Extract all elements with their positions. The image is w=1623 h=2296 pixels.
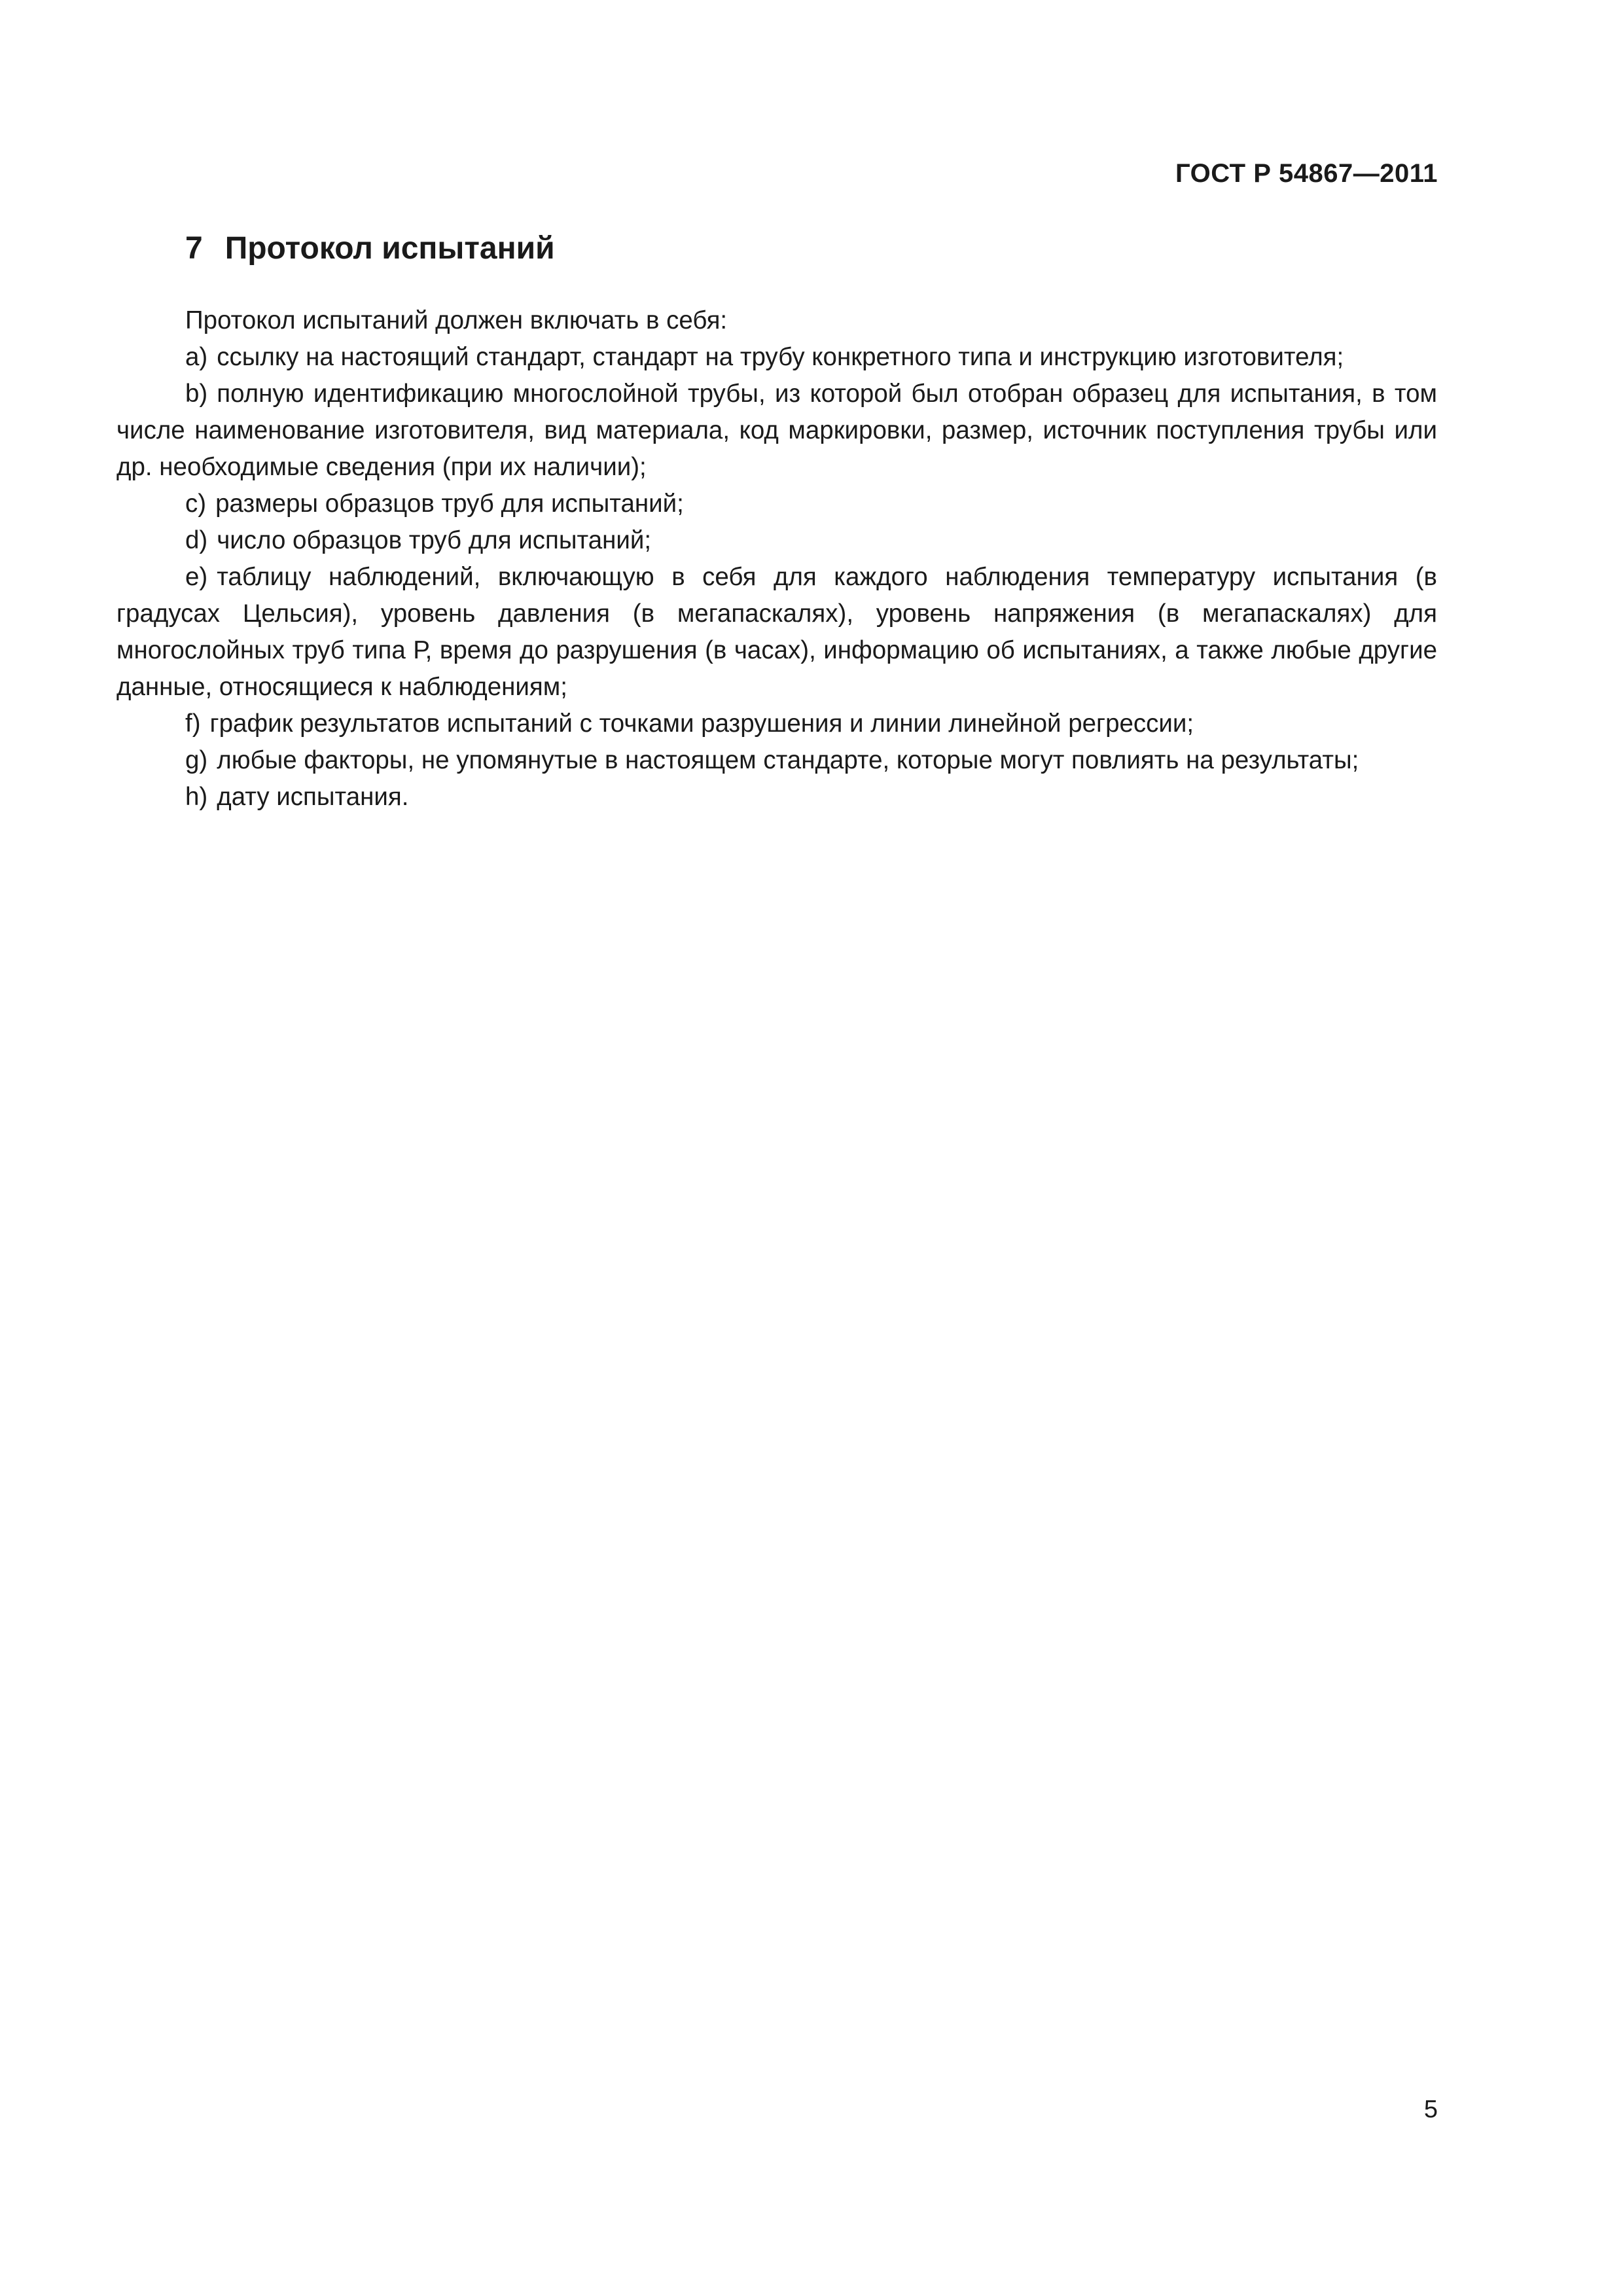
list-item-letter: f): [185, 709, 201, 738]
list-item-text: график результатов испытаний с точками разрушения и линии линейной регрессии;: [209, 709, 1194, 738]
document-code-header: ГОСТ Р 54867—2011: [1175, 159, 1438, 188]
list-item-text: полную идентификацию многослойной трубы, из которой был отобран образец для испытания, в том числе наименование изготовителя, вид материала, код маркировки, размер, источник поступления трубы или др. необходимые сведения (при их наличии);: [116, 380, 1437, 481]
list-item-letter: e): [185, 563, 208, 591]
list-item-c: [116, 486, 1437, 522]
section-heading: [185, 230, 555, 266]
list-item-letter: a): [185, 343, 208, 371]
list-item-b: [116, 376, 1437, 486]
list-item-a: [116, 339, 1437, 376]
section-number: 7: [185, 231, 203, 266]
list-item-h: [116, 779, 1437, 816]
intro-paragraph: Протокол испытаний должен включать в себя:: [185, 306, 728, 334]
list-item-letter: h): [185, 783, 208, 811]
list-item-letter: d): [185, 526, 208, 554]
list-item-text: любые факторы, не упомянутые в настоящем стандарте, которые могут повлиять на результаты;: [217, 746, 1359, 774]
list-item-e: [116, 559, 1437, 706]
list-item-d: [116, 522, 1437, 559]
page-number: 5: [1423, 2096, 1438, 2123]
list-item-letter: g): [185, 746, 208, 774]
list-item-g: [116, 742, 1437, 779]
list-item-text: число образцов труб для испытаний;: [217, 526, 652, 554]
list-item-text: дату испытания.: [217, 783, 409, 811]
list-item-text: размеры образцов труб для испытаний;: [215, 490, 684, 518]
list-item-letter: c): [185, 490, 207, 518]
list-item-f: [116, 706, 1437, 742]
list-item-text: таблицу наблюдений, включающую в себя для каждого наблюдения температуру испытания (в градусах Цельсия), уровень давления (в мегапаскалях), уровень напряжения (в мегапаскалях) для многослойных труб типа Р, время до разрушения (в часах), информацию об испытаниях, а также любые другие данные, относящиеся к наблюдениям;: [116, 563, 1437, 701]
list-item-text: ссылку на настоящий стандарт, стандарт на трубу конкретного типа и инструкцию изготовителя;: [217, 343, 1344, 371]
list-item-letter: b): [185, 380, 208, 408]
section-body: [116, 302, 1437, 816]
section-title-text: Протокол испытаний: [224, 231, 555, 266]
